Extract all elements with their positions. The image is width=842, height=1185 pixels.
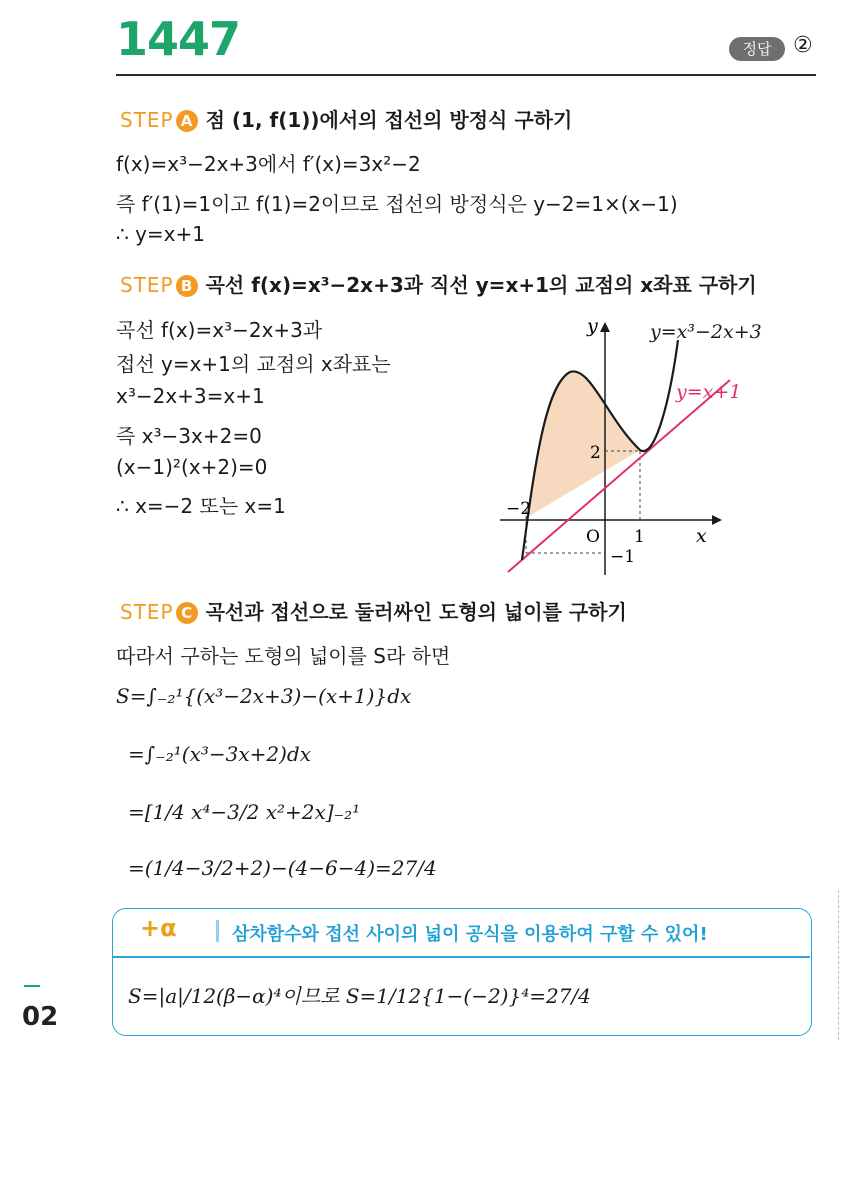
step-a-line-3: ∴ y=x+1: [116, 222, 205, 246]
step-b-line-6: ∴ x=−2 또는 x=1: [116, 494, 286, 518]
step-c-heading: [120, 596, 627, 625]
x-axis-arrow: [712, 515, 722, 525]
step-b-line-5: (x−1)²(x+2)=0: [116, 455, 268, 479]
step-b-line-1: 곡선 f(x)=x³−2x+3과: [116, 318, 323, 342]
tip-title: 삼차함수와 접선 사이의 넓이 공식을 이용하여 구할 수 있어!: [232, 924, 708, 945]
step-c-intro: 따라서 구하는 도형의 넓이를 S라 하면: [116, 644, 451, 668]
curve-label: y=x³−2x+3: [650, 321, 762, 343]
step-b-word: STEP: [120, 273, 174, 297]
page-edge: [838, 890, 839, 1040]
step-c-eq-4: =(1/4−3/2+2)−(4−6−4)=27/4: [128, 856, 437, 880]
step-c-title: 곡선과 접선으로 둘러싸인 도형의 넓이를 구하기: [205, 600, 627, 624]
problem-number: 1447: [116, 12, 241, 66]
tick-neg2-label: −2: [506, 499, 532, 519]
tip-separator: [112, 956, 810, 958]
y-axis-arrow: [600, 322, 610, 332]
answer-value: ②: [793, 33, 813, 58]
area-graph: [490, 310, 800, 580]
step-b-badge: B: [176, 275, 198, 297]
tip-formula: S=|a|/12(β−α)⁴이므로 S=1/12{1−(−2)}⁴=27/4: [128, 984, 591, 1008]
step-a-title: 점 (1, f(1))에서의 접선의 방정식 구하기: [205, 108, 573, 132]
tip-mark: +α: [140, 914, 177, 942]
step-c-badge: C: [176, 602, 198, 624]
header-rule: [116, 74, 816, 76]
step-a-line-1: f(x)=x³−2x+3에서 f′(x)=3x²−2: [116, 152, 421, 176]
step-b-title: 곡선 f(x)=x³−2x+3과 직선 y=x+1의 교점의 x좌표 구하기: [205, 273, 757, 297]
step-b-line-2: 접선 y=x+1의 교점의 x좌표는: [116, 352, 391, 376]
answer-label: 정답: [729, 37, 785, 61]
tick-neg1-label: −1: [610, 547, 636, 567]
step-c-eq-1: S=∫₋₂¹{(x³−2x+3)−(x+1)}dx: [116, 684, 412, 708]
step-b-line-3: x³−2x+3=x+1: [116, 384, 265, 408]
step-c-eq-3: =[1/4 x⁴−3/2 x²+2x]₋₂¹: [128, 800, 361, 824]
step-a-heading: [120, 104, 572, 133]
step-c-word: STEP: [120, 600, 174, 624]
shaded-area: [526, 371, 640, 518]
step-a-line-2: 즉 f′(1)=1이고 f(1)=2이므로 접선의 방정식은 y−2=1×(x−1): [116, 192, 678, 216]
tick-2-label: 2: [590, 443, 601, 463]
x-axis-label: x: [696, 525, 707, 547]
tick-1-label: 1: [634, 527, 645, 547]
origin-label: O: [586, 527, 600, 547]
step-a-badge: A: [176, 110, 198, 132]
line-label: y=x+1: [676, 381, 742, 403]
step-a-word: STEP: [120, 108, 174, 132]
step-b-line-4: 즉 x³−3x+2=0: [116, 424, 262, 448]
step-b-heading: [120, 269, 757, 298]
step-c-eq-2: =∫₋₂¹(x³−3x+2)dx: [128, 742, 311, 766]
page-dash: [24, 985, 40, 987]
y-axis-label: y: [587, 315, 598, 337]
tip-divider: [216, 920, 219, 942]
page-number: 02: [22, 1002, 59, 1032]
